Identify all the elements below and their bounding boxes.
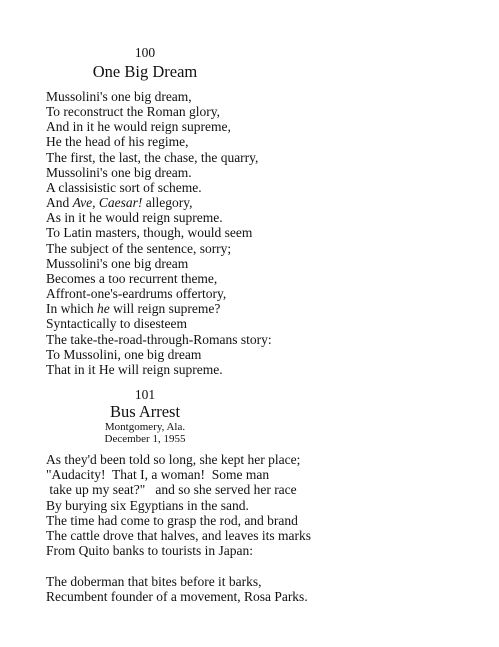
poem-body <box>46 89 272 377</box>
poem-line: To reconstruct the Roman glory, <box>46 104 221 120</box>
poem-line: To Latin masters, though, would seem <box>46 225 253 241</box>
poem-line: From Quito banks to tourists in Japan: <box>46 543 253 559</box>
poem-line: A classisistic sort of scheme. <box>46 179 202 195</box>
poem-line: The first, the last, the chase, the quarry, <box>46 149 259 165</box>
poem-line: Affront-one's-eardrums offertory, <box>46 286 227 302</box>
poem-line: By burying six Egyptians in the sand. <box>46 497 249 513</box>
poem-line: To Mussolini, one big dream <box>46 346 202 362</box>
poem-line: "Audacity! That I, a woman! Some man <box>46 467 270 483</box>
poem-number: 100 <box>134 45 156 60</box>
poem-line: take up my seat?" and so she served her race <box>46 482 297 498</box>
poem-line: And in it he would reign supreme, <box>46 119 231 135</box>
poem-place: Montgomery, Ala. <box>104 421 186 433</box>
poem-line: The take-the-road-through-Romans story: <box>46 331 272 347</box>
poem-date: December 1, 1955 <box>104 433 186 445</box>
poem-line: The time had come to grasp the rod, and brand <box>46 512 298 528</box>
poem-line: He the head of his regime, <box>46 134 189 150</box>
poem-line <box>46 558 311 573</box>
poem-line: As they'd been told so long, she kept her place; <box>46 452 301 467</box>
poem-line: The cattle drove that halves, and leaves its marks <box>46 528 312 544</box>
poem-line: The doberman that bites before it barks, <box>46 573 262 589</box>
poem-title: One Big Dream <box>92 62 198 81</box>
poem-line: And Ave, Caesar! allegory, <box>46 195 193 211</box>
poem-line: Syntactically to disesteem <box>46 316 187 332</box>
poem-line: Becomes a too recurrent theme, <box>46 270 218 286</box>
poem-body <box>46 452 311 604</box>
poem-line: In which he will reign supreme? <box>46 301 221 317</box>
poem-title: Bus Arrest <box>109 402 181 421</box>
poem-line: Recumbent founder of a movement, Rosa Parks. <box>46 588 308 604</box>
poem-line: That in it He will reign supreme. <box>46 361 223 377</box>
poem-line: As in it he would reign supreme. <box>46 210 223 226</box>
poem-line: The subject of the sentence, sorry; <box>46 240 232 256</box>
poem-line: Mussolini's one big dream. <box>46 164 192 180</box>
poem-line: Mussolini's one big dream, <box>46 89 192 104</box>
poem-number: 101 <box>134 387 156 402</box>
poem-line: Mussolini's one big dream <box>46 255 189 271</box>
